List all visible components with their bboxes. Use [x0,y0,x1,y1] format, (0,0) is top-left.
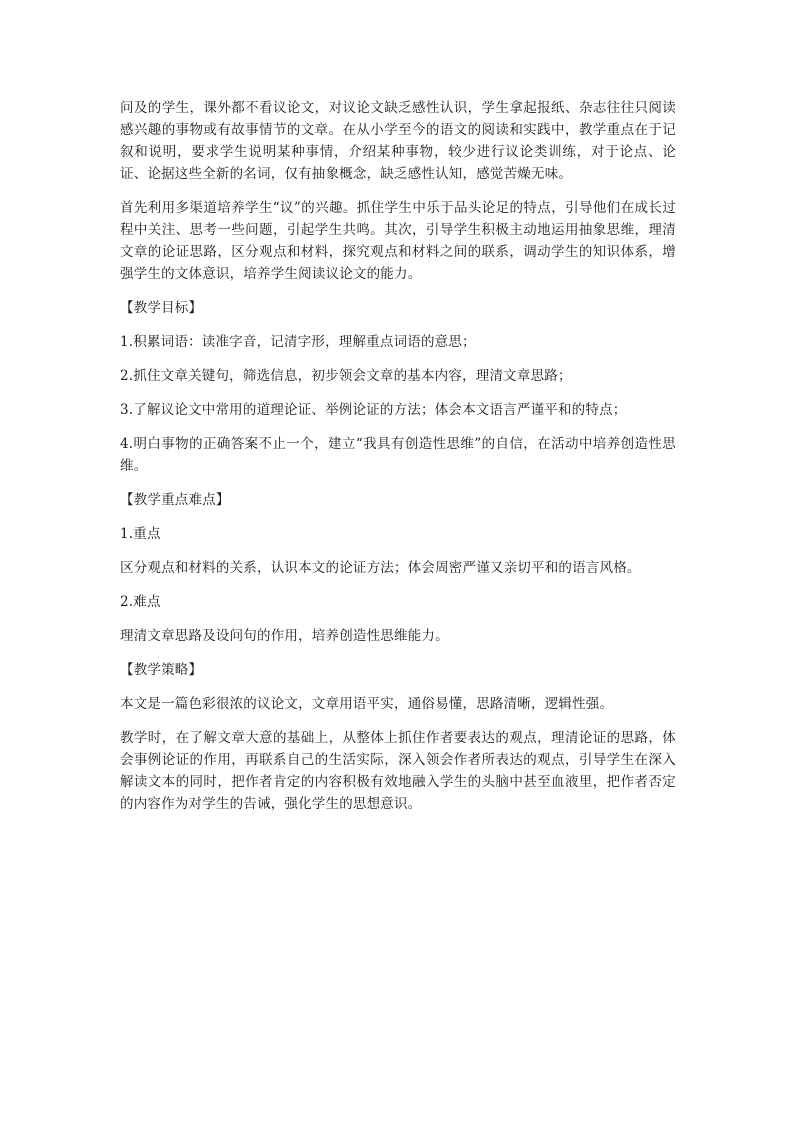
goal-item-1: 1.积累词语：读准字音，记清字形，理解重点词语的意思； [120,334,476,350]
section-heading-goals: 【教学目标】 [120,300,203,316]
goal-item-4: 4.明白事物的正确答案不止一个，建立“我具有创造性思维”的自信，在活动中培养创造性思维。 [120,436,676,474]
key-point-text: 区分观点和材料的关系，认识本文的论证方法；体会周密严谨又亲切平和的语言风格。 [120,560,641,576]
intro-paragraph: 问及的学生，课外都不看议论文，对议论文缺乏感性认识，学生拿起报纸、杂志往往只阅读感兴趣的事物或有故事情节的文章。在从小学至今的语文的阅读和实践中，教学重点在于记叙和说明，要求学生说明某种事情，介绍某种事物，较少进行议论类训练，对于论点、论证、论据这些全新的名词，仅有抽象概念，缺乏感性认知，感觉苦燥无味。 [120,100,676,182]
subheading-difficulty: 2.难点 [120,594,161,610]
approach-paragraph: 首先利用多渠道培养学生“议”的兴趣。抓住学生中乐于品头论足的特点，引导他们在成长过程中关注、思考一些问题，引起学生共鸣。其次，引导学生积极主动地运用抽象思维，理清文章的论证思路，区分观点和材料，探究观点和材料之间的联系，调动学生的知识体系，增强学生的文体意识，培养学生阅读议论文的能力。 [120,200,676,282]
strategy-paragraph-2: 教学时，在了解文章大意的基础上，从整体上抓住作者要表达的观点，理清论证的思路，体会事例论证的作用，再联系自己的生活实际，深入领会作者所表达的观点，引导学生在深入解读文本的同时，把作者肯定的内容积极有效地融入学生的头脑中甚至血液里，把作者否定的内容作为对学生的告诫，强化学生的思想意识。 [120,730,676,812]
difficulty-text: 理清文章思路及设问句的作用，培养创造性思维能力。 [120,628,449,644]
goal-item-3: 3.了解议论文中常用的道理论证、举例论证的方法；体会本文语言严谨平和的特点； [120,402,627,418]
strategy-paragraph-1: 本文是一篇色彩很浓的议论文，文章用语平实，通俗易懂，思路清晰，逻辑性强。 [120,696,614,712]
section-heading-key-points: 【教学重点难点】 [120,492,230,508]
goal-item-2: 2.抓住文章关键句，筛选信息，初步领会文章的基本内容，理清文章思路； [120,368,572,384]
section-heading-strategy: 【教学策略】 [120,662,203,678]
subheading-key-point: 1.重点 [120,526,161,542]
document-page [120,97,676,827]
